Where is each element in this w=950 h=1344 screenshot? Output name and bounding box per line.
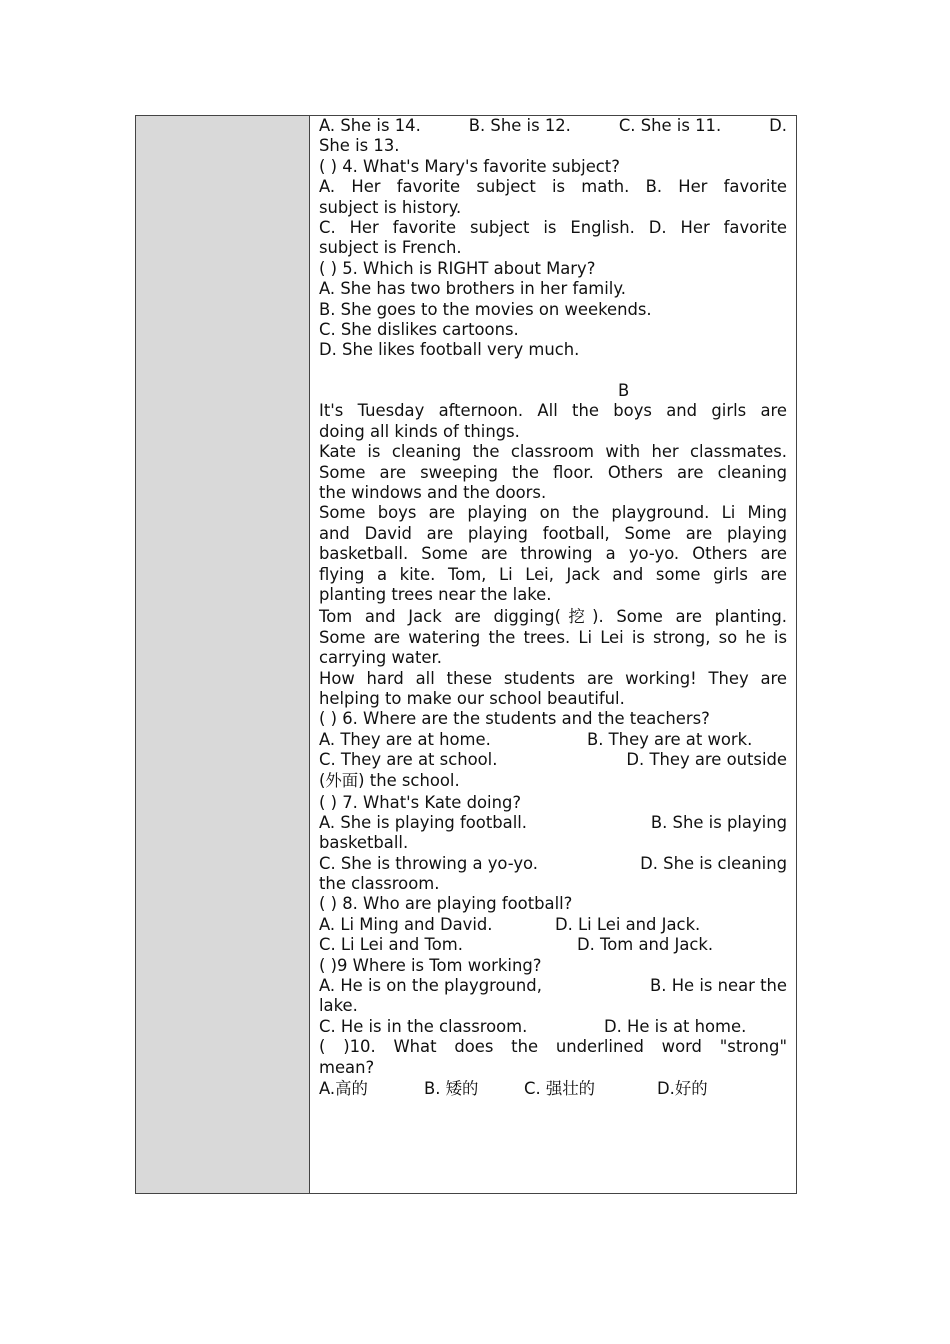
- q6-options-ab: [319, 730, 787, 750]
- q4-options-ab-cont: subject is history.: [319, 197, 462, 217]
- q4-options-ab: A. Her favorite subject is math. B. Her favorite: [319, 177, 787, 197]
- q7-options-ab: [319, 813, 787, 833]
- q3-option-b: B. She is 12.: [468, 116, 571, 135]
- q6-option-c: C. They are at school.: [319, 750, 498, 770]
- q4-stem: ( ) 4. What's Mary's favorite subject?: [319, 156, 620, 176]
- passage-line: flying a kite. Tom, Li Lei, Jack and some girls are: [319, 564, 787, 584]
- q7-option-d: D. She is cleaning: [640, 853, 787, 873]
- q6-option-d: D. They are outside: [626, 750, 787, 770]
- passage-line: the windows and the doors.: [319, 483, 547, 503]
- q7-options-cd: [319, 854, 787, 874]
- q9-options-ab: [319, 976, 787, 996]
- passage-line: Some boys are playing on the playground. Li Ming: [319, 503, 787, 523]
- worksheet-table: [135, 115, 797, 1194]
- q7-option-b: B. She is playing: [650, 812, 787, 832]
- q9-stem: ( )9 Where is Tom working?: [319, 955, 542, 975]
- q5-option-a: A. She has two brothers in her family.: [319, 279, 626, 299]
- q6-option-b: B. They are at work.: [587, 729, 753, 749]
- q7-option-c: C. She is throwing a yo-yo.: [319, 853, 539, 873]
- q8-options-ab: [319, 915, 787, 935]
- q9-option-d: D. He is at home.: [604, 1016, 747, 1036]
- q5-option-c: C. She dislikes cartoons.: [319, 319, 519, 339]
- spacer: [319, 361, 787, 381]
- q4-options-cd-cont: subject is French.: [319, 238, 462, 258]
- q9-option-c: C. He is in the classroom.: [319, 1016, 528, 1036]
- passage-line: Some are sweeping the floor. Others are cleaning: [319, 462, 787, 482]
- passage-line: Tom and Jack are digging(挖). Some are planting.: [319, 607, 787, 627]
- q9-option-b-cont: lake.: [319, 996, 358, 1016]
- q10-options: [319, 1078, 787, 1100]
- q8-options-cd: [319, 935, 787, 955]
- q3-option-d-label: D.: [769, 116, 787, 135]
- passage-line: carrying water.: [319, 648, 442, 668]
- passage-line: It's Tuesday afternoon. All the boys and girls are: [319, 401, 787, 421]
- q6-options-cd: [319, 750, 787, 770]
- left-shaded-cell: [136, 116, 310, 1193]
- passage-line: basketball. Some are throwing a yo-yo. Others are: [319, 544, 787, 564]
- q7-option-d-cont: the classroom.: [319, 874, 440, 894]
- q3-option-a: A. She is 14.: [319, 116, 421, 135]
- q3-options-row: [319, 116, 787, 136]
- q8-option-c: C. Li Lei and Tom.: [319, 935, 463, 955]
- q9-options-cd: [319, 1017, 787, 1037]
- passage-line: Some are watering the trees. Li Lei is strong, so he is: [319, 627, 787, 647]
- passage-line: Kate is cleaning the classroom with her classmates.: [319, 442, 787, 462]
- q10-stem-cont: mean?: [319, 1057, 375, 1077]
- q3-option-c: C. She is 11.: [618, 116, 722, 135]
- q7-option-b-cont: basketball.: [319, 833, 409, 853]
- passage-heading: B: [618, 381, 630, 401]
- q5-option-b: B. She goes to the movies on weekends.: [319, 299, 652, 319]
- q7-option-a: A. She is playing football.: [319, 812, 528, 832]
- q6-stem: ( ) 6. Where are the students and the teachers?: [319, 709, 710, 729]
- q10-stem: ( )10. What does the underlined word "strong": [319, 1037, 787, 1057]
- q8-stem: ( ) 8. Who are playing football?: [319, 894, 573, 914]
- q7-stem: ( ) 7. What's Kate doing?: [319, 792, 522, 812]
- passage-line: How hard all these students are working! They are: [319, 668, 787, 688]
- q8-option-d: D. Tom and Jack.: [577, 935, 714, 955]
- passage-line: and David are playing football, Some are playing: [319, 523, 787, 543]
- q3-option-d-text: She is 13.: [319, 136, 400, 156]
- q9-option-b: B. He is near the: [650, 976, 787, 996]
- passage-line: planting trees near the lake.: [319, 584, 552, 604]
- q8-option-a: A. Li Ming and David.: [319, 914, 493, 934]
- q5-option-d: D. She likes football very much.: [319, 340, 580, 360]
- q5-stem: ( ) 5. Which is RIGHT about Mary?: [319, 258, 596, 278]
- q9-option-a: A. He is on the playground,: [319, 976, 542, 996]
- passage-line: helping to make our school beautiful.: [319, 688, 625, 708]
- q4-options-cd: C. Her favorite subject is English. D. Her favorite: [319, 217, 787, 237]
- q6-option-a: A. They are at home.: [319, 729, 491, 749]
- q10-option-b: B. 矮的: [424, 1078, 479, 1098]
- q10-option-d: D.好的: [657, 1078, 708, 1098]
- q10-option-a: A.高的: [319, 1078, 368, 1098]
- q6-option-d-cont: (外面) the school.: [319, 770, 460, 790]
- question-cell: [310, 116, 796, 1193]
- q10-option-c: C. 强壮的: [524, 1078, 596, 1098]
- passage-line: doing all kinds of things.: [319, 421, 520, 441]
- q8-option-b: D. Li Lei and Jack.: [555, 914, 701, 934]
